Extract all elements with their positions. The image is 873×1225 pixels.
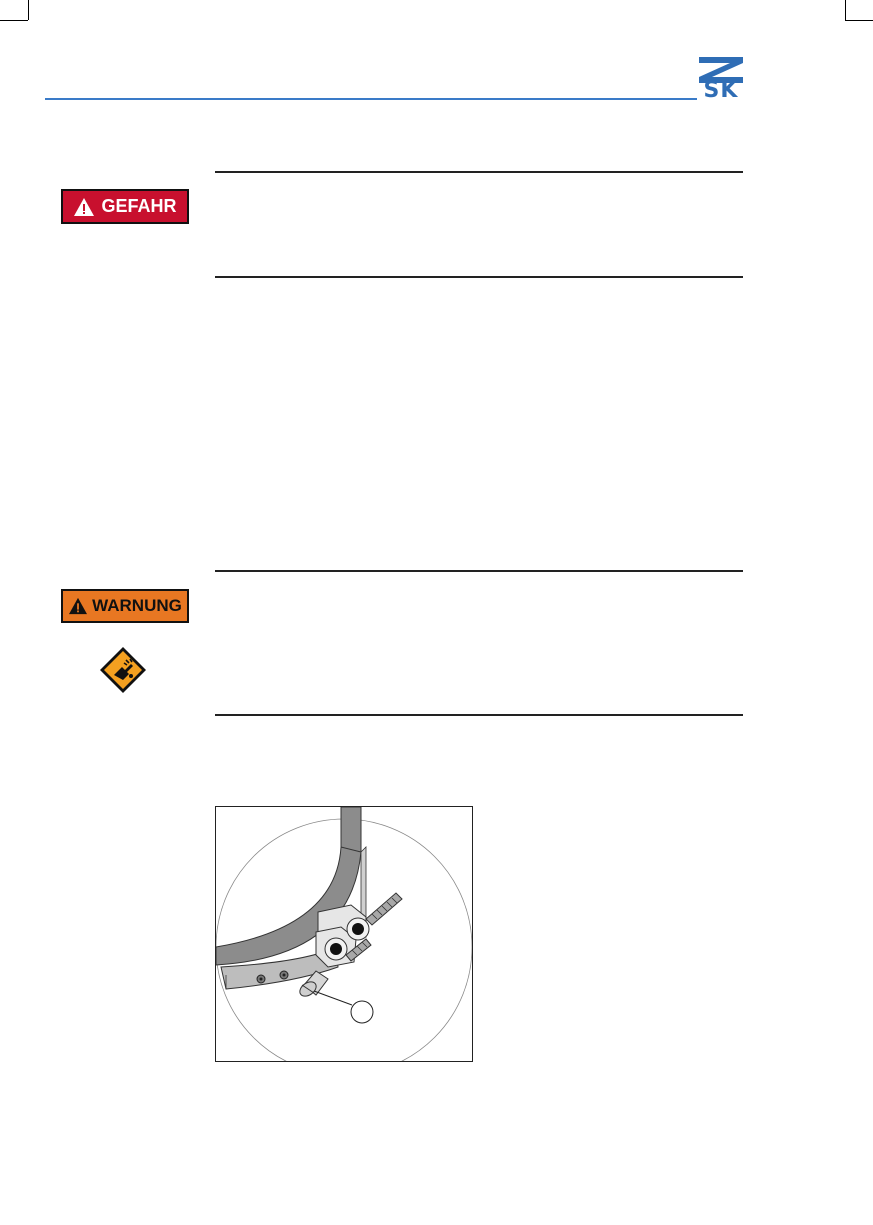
hoop-clamp-figure [215, 806, 473, 1062]
danger-top-rule [215, 171, 743, 173]
crop-mark-top-left [0, 20, 28, 21]
crop-mark-top-right [845, 20, 873, 21]
danger-sign [61, 189, 189, 224]
warning-bottom-rule [215, 714, 743, 716]
crop-mark-top-right-v [845, 0, 846, 20]
warning-sign [61, 589, 189, 623]
danger-sign-label: GEFAHR [101, 196, 177, 216]
warning-top-rule [215, 570, 743, 572]
hand-crush-hazard-icon [98, 645, 148, 695]
warning-sign-label: WARNUNG [92, 596, 182, 615]
logo-text: SK [703, 78, 739, 103]
header-rule [45, 98, 697, 100]
danger-bottom-rule [215, 276, 743, 278]
warning-triangle-icon [73, 197, 95, 217]
zsk-logo [696, 54, 746, 104]
warning-triangle-icon [68, 597, 88, 615]
crop-mark-top-left-v [28, 0, 29, 20]
